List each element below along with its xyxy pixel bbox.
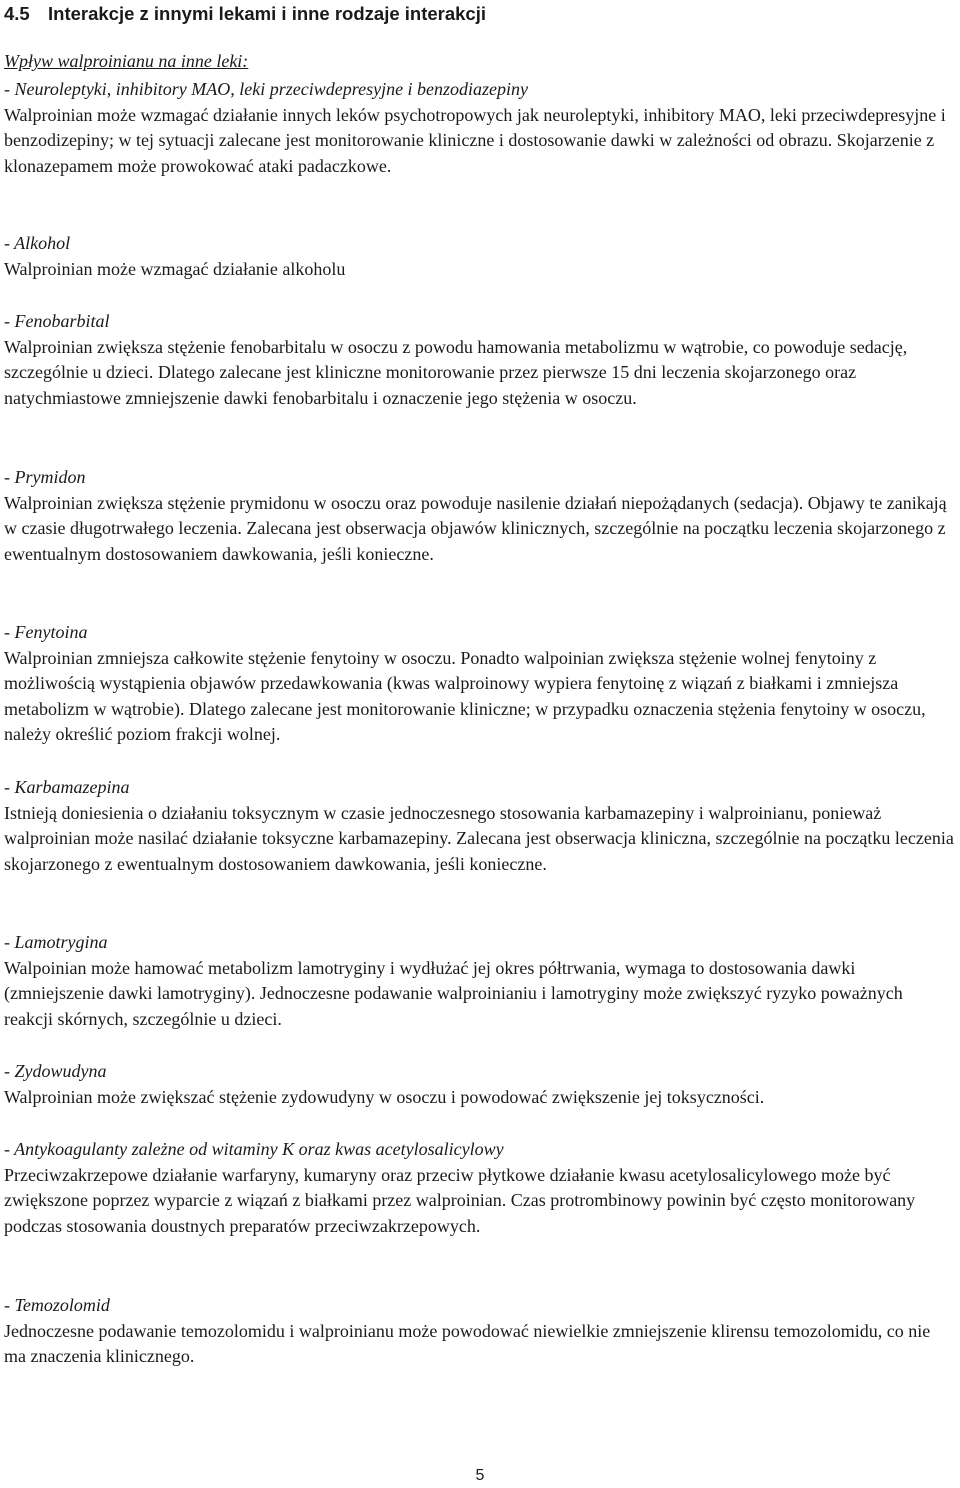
interaction-body: Walproinian może wzmagać działanie alkoholu [4, 258, 346, 279]
interaction-section-lamotrigine [4, 930, 956, 1032]
interaction-section-temozolomide [4, 1293, 956, 1370]
interaction-body: Walproinian zwiększa stężenie prymidonu w osoczu oraz powoduje nasilenie działań niepożądanych (sedacja). Objawy te zanikają w czasie długotrwałego leczenia. Zalecana jest obserwacja objawów klinicznych, szczególnie na początku leczenia skojarzonego z ewentualnym dostosowaniem dawkowania, jeśli konieczne. [4, 492, 947, 564]
interaction-title: - Temozolomid [4, 1295, 110, 1315]
interaction-section-carbamazepine [4, 775, 956, 877]
section-title: Interakcje z innymi lekami i inne rodzaje interakcji [48, 3, 487, 24]
interaction-body: Walproinian zwiększa stężenie fenobarbitalu w osoczu z powodu hamowania metabolizmu w wątrobie, co powoduje sedację, szczególnie u dzieci. Dlatego zalecane jest kliniczne monitorowanie przez pierwsze 15 dni leczenia skojarzonego oraz natychmiastowe zmniejszenie dawki fenobarbitalu i oznaczenie jego stężenia w osoczu. [4, 336, 908, 408]
interaction-title: - Alkohol [4, 233, 71, 253]
interaction-title: - Karbamazepina [4, 777, 130, 797]
interaction-title: - Neuroleptyki, inhibitory MAO, leki przeciwdepresyjne i benzodiazepiny [4, 79, 529, 99]
interaction-title: - Prymidon [4, 467, 86, 487]
subtitle: Wpływ walproinianu na inne leki: [4, 51, 249, 71]
interaction-section-alcohol [4, 231, 956, 282]
interaction-body: Istnieją doniesienia o działaniu toksycznym w czasie jednoczesnego stosowania karbamazepiny i walproinianu, ponieważ walproinian może nasilać działanie toksyczne karbamazepiny. Zalecana jest obserwacja kliniczna, szczególnie na początku leczenia skojarzonego z ewentualnym dostosowaniem dawkowania, jeśli konieczne. [4, 802, 954, 874]
interaction-section-anticoagulants [4, 1137, 956, 1239]
interaction-body: Walproinian zmniejsza całkowite stężenie fenytoiny w osoczu. Ponadto walpoinian zwiększa stężenie wolnej fenytoiny z możliwością wystąpienia objawów przedawkowania (kwas walproinowy wypiera fenytoinę z wiązań z białkami i zmniejsza metabolizm w wątrobie). Dlatego zalecane jest monitorowanie kliniczne; w przypadku oznaczenia stężenia fenytoiny w osoczu, należy określić poziom frakcji wolnej. [4, 647, 926, 744]
interaction-section-phenytoin [4, 620, 956, 748]
interaction-title: - Lamotrygina [4, 932, 108, 952]
interaction-title: - Fenobarbital [4, 311, 110, 331]
interaction-body: Walproinian może wzmagać działanie innych leków psychotropowych jak neuroleptyki, inhibitory MAO, leki przeciwdepresyjne i benzodizepiny; w tej sytuacji zalecane jest monitorowanie kliniczne i dostosowanie dawki w zależności od obrazu. Skojarzenie z klonazepamem może prowokować ataki padaczkowe. [4, 104, 946, 176]
interaction-section-primidone [4, 465, 956, 567]
interaction-section-phenobarbital [4, 309, 956, 411]
interaction-body: Walpoinian może hamować metabolizm lamotryginy i wydłużać jej okres półtrwania, wymaga to dostosowania dawki (zmniejszenie dawki lamotryginy). Jednoczesne podawanie walproinianiu i lamotryginy może zwiększyć ryzyko poważnych reakcji skórnych, szczególnie u dzieci. [4, 957, 903, 1029]
interaction-body: Jednoczesne podawanie temozolomidu i walproinianu może powodować niewielkie zmniejszenie klirensu temozolomidu, co nie ma znaczenia klinicznego. [4, 1320, 931, 1366]
section-number: 4.5 [4, 3, 30, 24]
document-page [4, 0, 956, 1488]
section-heading [4, 2, 486, 26]
interaction-section-zidovudine [4, 1059, 956, 1110]
interaction-body: Walproinian może zwiększać stężenie zydowudyny w osoczu i powodować zwiększenie jej toksyczności. [4, 1086, 765, 1107]
page-number: 5 [475, 1467, 485, 1484]
interaction-title: - Zydowudyna [4, 1061, 107, 1081]
interaction-section-neuroleptics [4, 77, 956, 179]
interaction-title: - Antykoagulanty zależne od witaminy K oraz kwas acetylosalicylowy [4, 1139, 504, 1159]
interaction-title: - Fenytoina [4, 622, 88, 642]
interaction-body: Przeciwzakrzepowe działanie warfaryny, kumaryny oraz przeciw płytkowe działanie kwasu acetylosalicylowego może być zwiększone poprzez wyparcie z wiązań z białkami przez walproinian. Czas protrombinowy powinin być często monitorowany podczas stosowania doustnych preparatów przeciwzakrzepowych. [4, 1164, 916, 1236]
